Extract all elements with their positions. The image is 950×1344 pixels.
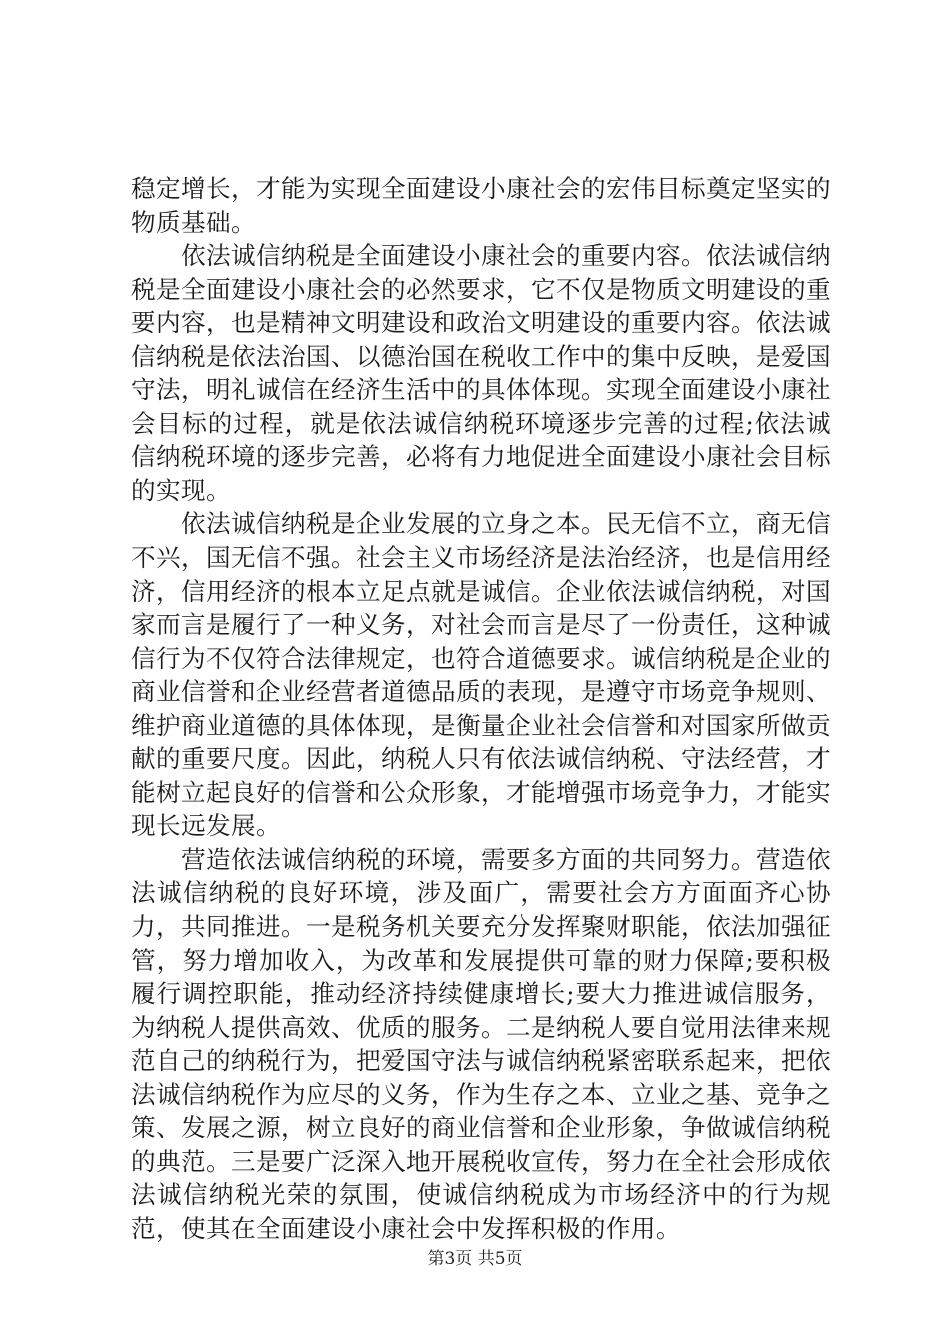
paragraph-continuation: 稳定增长，才能为实现全面建设小康社会的宏伟目标奠定坚实的物质基础。	[131, 174, 831, 237]
document-body	[131, 172, 831, 1246]
paragraph-tax-and-xiaokang: 依法诚信纳税是全面建设小康社会的重要内容。依法诚信纳税是全面建设小康社会的必然要求，它不仅是物质文明建设的重要内容，也是精神文明建设和政治文明建设的重要内容。依法诚信纳税是依法治国、以德治国在税收工作中的集中反映，是爱国守法，明礼诚信在经济生活中的具体体现。实现全面建设小康社会目标的过程，就是依法诚信纳税环境逐步完善的过程;依法诚信纳税环境的逐步完善，必将有力地促进全面建设小康社会目标的实现。	[131, 241, 831, 505]
paragraph-environment-effort: 营造依法诚信纳税的环境，需要多方面的共同努力。营造依法诚信纳税的良好环境，涉及面广，需要社会方方面面齐心协力，共同推进。一是税务机关要充分发挥聚财职能，依法加强征管，努力增加收入，为改革和发展提供可靠的财力保障;要积极履行调控职能，推动经济持续健康增长;要大力推进诚信服务，为纳税人提供高效、优质的服务。二是纳税人要自觉用法律来规范自己的纳税行为，把爱国守法与诚信纳税紧密联系起来，把依法诚信纳税作为应尽的义务，作为生存之本、立业之基、竞争之策、发展之源，树立良好的商业信誉和企业形象，争做诚信纳税的典范。三是要广泛深入地开展税收宣传，努力在全社会形成依法诚信纳税光荣的氛围，使诚信纳税成为市场经济中的行为规范，使其在全面建设小康社会中发挥积极的作用。	[131, 844, 831, 1243]
paragraph-enterprise-foundation: 依法诚信纳税是企业发展的立身之本。民无信不立，商无信不兴，国无信不强。社会主义市场经济是法治经济，也是信用经济，信用经济的根本立足点就是诚信。企业依法诚信纳税，对国家而言是履行了一种义务，对社会而言是尽了一份责任，这种诚信行为不仅符合法律规定，也符合道德要求。诚信纳税是企业的商业信誉和企业经营者道德品质的表现，是遵守市场竞争规则、维护商业道德的具体体现，是衡量企业社会信誉和对国家所做贡献的重要尺度。因此，纳税人只有依法诚信纳税、守法经营，才能树立起良好的信誉和公众形象，才能增强市场竞争力，才能实现长远发展。	[131, 509, 831, 841]
page-number-footer: 第3页 共5页	[427, 1249, 523, 1269]
